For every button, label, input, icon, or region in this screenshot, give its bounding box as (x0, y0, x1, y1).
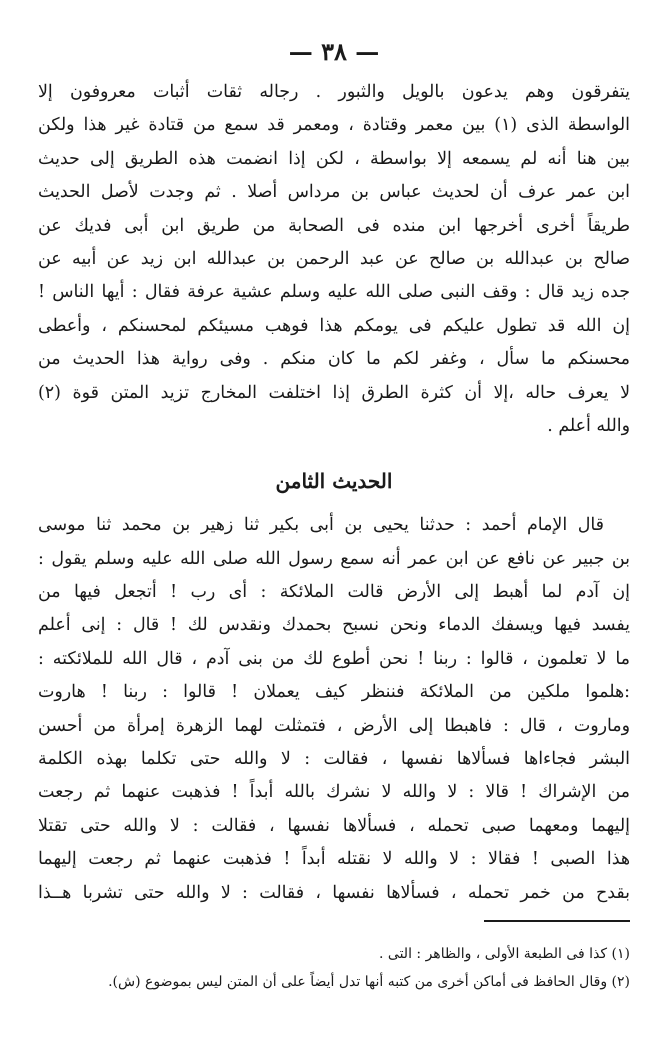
text-line: ابن عمر عرف أن لحديث عباس بن مرداس أصلا . ثم وجدت لأصل الحديث (38, 182, 630, 203)
text-line: جده زيد قال : وقف النبى صلى الله عليه وسلم عشية عرفة فقال : أيها الناس ! (38, 282, 630, 303)
section-heading: الحديث الثامن (275, 469, 393, 494)
text-line: البشر فجاءاها فسألاها نفسها ، فقالت : لا والله حتى تكلما بهذه الكلمة (38, 749, 630, 770)
footnote-divider (484, 920, 630, 922)
text-line: صالح بن عبدالله بن صالح عن عبد الرحمن بن عبدالله ابن زيد عن أبيه عن (38, 248, 630, 269)
text-line: قال الإمام أحمد : حدثنا يحيى بن أبى بكير ثنا زهير بن محمد ثنا موسى (38, 515, 604, 536)
text-line: والله أعلم . (547, 415, 630, 436)
text-line: لا يعرف حاله ،إلا أن كثرة الطرق إذا اختلفت المخارج تزيد المتن قوة (٢) (38, 382, 630, 403)
book-page (38, 28, 630, 1048)
text-line: يفسد فيها ويسفك الدماء ونحن نسبح بحمدك ونقدس لك ! قال : إنى أعلم (38, 615, 630, 636)
footnotes (38, 940, 630, 996)
text-line: إليهما ومعهما صبى تحمله ، فسألاها نفسها ، فقالت : لا والله حتى تقتلا (38, 815, 630, 836)
page-number: — ٣٨ — (288, 37, 380, 66)
text-line: :هلموا ملكين من الملائكة فننظر كيف يعملان ! قالوا : ربنا ! هاروت (38, 682, 630, 703)
footnote-1: (١) كذا فى الطبعة الأولى ، والظاهر : التى . (379, 946, 630, 962)
text-line: ما لا تعلمون ، قالوا : ربنا ! نحن أطوع لك من بنى آدم ، قال الله للملائكته : (38, 648, 630, 669)
text-line: هذا الصبى ! فقالا : لا والله لا نقتله أبداً ! فذهبت عنهما ثم رجعت إليهما (38, 849, 630, 870)
text-line: بقدح من خمر تحمله ، فسألاها نفسها ، فقالت : لا والله حتى تشربا هــذا (38, 882, 630, 903)
text-line: الواسطة الذى (١) بين معمر وقتادة ، ومعمر قد سمع من قتادة غير هذا ولكن (38, 115, 630, 136)
text-line: إن الله قد تطول عليكم فى يومكم هذا فوهب مسيئكم لمحسنكم ، وأعطى (38, 315, 630, 336)
footnote-2: (٢) وقال الحافظ فى أماكن أخرى من كتبه أنها تدل أيضاً على أن المتن ليس بموضوع (ش). (108, 974, 630, 990)
text-line: إن آدم لما أهبط إلى الأرض قالت الملائكة : أى رب ! أتجعل فيها من (38, 582, 630, 603)
text-line: من الإشراك ! قالا : لا والله لا نشرك بالله أبداً ! فذهبت عنهما ثم رجعت (38, 782, 630, 803)
paragraph-1 (38, 76, 630, 443)
text-line: بن جبير عن نافع عن ابن عمر أنه سمع رسول الله صلى الله عليه وسلم يقول : (38, 548, 630, 569)
text-line: يتفرقون وهم يدعون بالويل والثبور . رجاله ثقات أثبات معروفون إلا (38, 82, 630, 102)
text-line: بين هنا أنه لم يسمعه إلا بواسطة ، لكن إذا انضمت هذه الطريق إلى حديث (38, 148, 630, 169)
text-line: طريقاً أخرى أخرجها ابن منده فى الصحابة من طريق ابن أبى فديك عن (38, 215, 630, 236)
text-line: وماروت ، قال : فاهبطا إلى الأرض ، فتمثلت لهما الزهرة إمرأة من أحسن (38, 715, 630, 736)
text-line: محسنكم ما سأل ، وغفر لكم ما كان منكم . وفى رواية هذا الحديث من (38, 349, 630, 370)
paragraph-2 (38, 509, 630, 910)
